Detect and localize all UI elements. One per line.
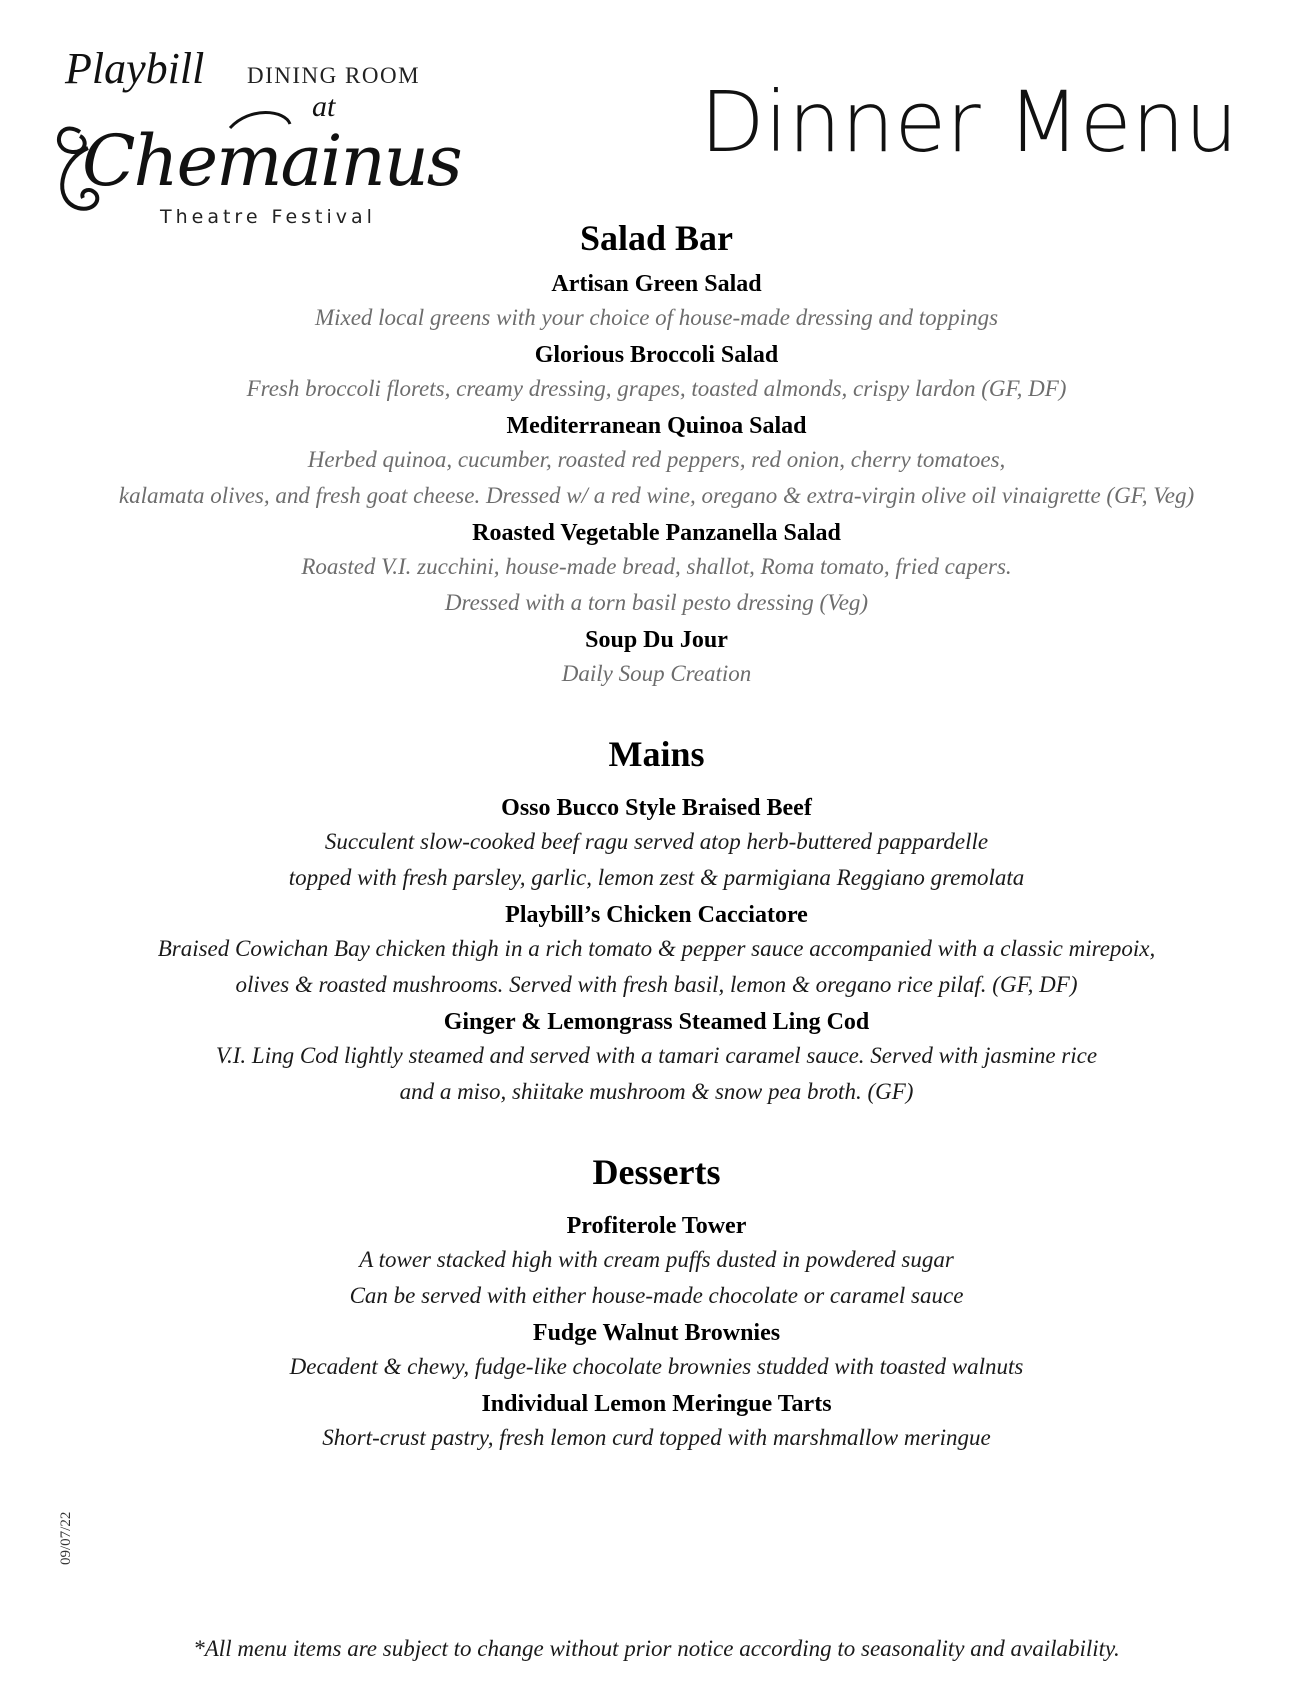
playbill-logo	[50, 40, 470, 230]
item-description: Dressed with a torn basil pesto dressing (Veg)	[444, 590, 869, 615]
item-name: Artisan Green Salad	[551, 271, 762, 297]
logo-theatre-festival: Theatre Festival	[160, 206, 376, 228]
menu-item	[0, 521, 1313, 621]
menu-item	[0, 272, 1313, 336]
item-description: and a miso, shiitake mushroom & snow pea broth. (GF)	[399, 1079, 914, 1104]
item-description: A tower stacked high with cream puffs dusted in powdered sugar	[359, 1247, 954, 1272]
item-name: Mediterranean Quinoa Salad	[506, 413, 807, 439]
flourish-top-left	[59, 128, 85, 152]
footer-disclaimer: *All menu items are subject to change without prior notice according to seasonality and availability.	[193, 1636, 1120, 1661]
section-heading-desserts: Desserts	[592, 1152, 721, 1192]
item-description: Can be served with either house-made chocolate or caramel sauce	[349, 1283, 964, 1308]
item-name: Profiterole Tower	[566, 1213, 747, 1239]
menu-item	[0, 1010, 1313, 1110]
date-code: 09/07/22	[58, 1511, 74, 1565]
item-description: Succulent slow-cooked beef ragu served atop herb-buttered pappardelle	[324, 829, 989, 854]
menu-item	[0, 1392, 1313, 1456]
item-name: Roasted Vegetable Panzanella Salad	[472, 520, 841, 546]
menu-item	[0, 628, 1313, 692]
item-name: Fudge Walnut Brownies	[532, 1320, 781, 1346]
logo-chemainus: Chemainus	[82, 120, 461, 202]
menu-item	[0, 414, 1313, 514]
item-description: Daily Soup Creation	[561, 661, 752, 686]
menu-item	[0, 1214, 1313, 1314]
logo-playbill: Playbill	[65, 44, 205, 93]
menu-content	[0, 220, 1313, 1456]
item-description: topped with fresh parsley, garlic, lemon zest & parmigiana Reggiano gremolata	[288, 865, 1025, 890]
item-name: Soup Du Jour	[585, 627, 728, 653]
logo-dining-room: DINING ROOM	[247, 63, 421, 88]
menu-item	[0, 903, 1313, 1003]
menu-item	[0, 796, 1313, 896]
item-name: Playbill’s Chicken Cacciatore	[505, 902, 808, 928]
item-description: kalamata olives, and fresh goat cheese. Dressed w/ a red wine, oregano & extra-virgin olive oil vinaigrette (GF, Veg)	[118, 483, 1195, 508]
page-title: Dinner Menu	[700, 73, 1239, 171]
item-description: Herbed quinoa, cucumber, roasted red peppers, red onion, cherry tomatoes,	[307, 447, 1006, 472]
item-description: olives & roasted mushrooms. Served with fresh basil, lemon & oregano rice pilaf. (GF, DF)	[235, 972, 1078, 997]
item-description: V.I. Ling Cod lightly steamed and served with a tamari caramel sauce. Served with jasmine rice	[215, 1043, 1098, 1068]
item-name: Osso Bucco Style Braised Beef	[501, 795, 812, 821]
item-name: Ginger & Lemongrass Steamed Ling Cod	[443, 1009, 870, 1035]
item-description: Short-crust pastry, fresh lemon curd topped with marshmallow meringue	[322, 1425, 991, 1450]
item-description: Roasted V.I. zucchini, house-made bread, shallot, Roma tomato, fried capers.	[301, 554, 1012, 579]
logo-at: at	[312, 90, 336, 123]
item-description: Braised Cowichan Bay chicken thigh in a rich tomato & pepper sauce accompanied with a classic mirepoix,	[157, 936, 1156, 961]
section-heading-mains: Mains	[608, 734, 705, 774]
item-name: Glorious Broccoli Salad	[534, 342, 779, 368]
item-description: Fresh broccoli florets, creamy dressing, grapes, toasted almonds, crispy lardon (GF, DF)	[246, 376, 1067, 401]
item-description: Mixed local greens with your choice of house-made dressing and toppings	[314, 305, 999, 330]
menu-item	[0, 1321, 1313, 1385]
item-name: Individual Lemon Meringue Tarts	[481, 1391, 832, 1417]
section-heading-salad-bar: Salad Bar	[579, 218, 734, 258]
item-description: Decadent & chewy, fudge-like chocolate brownies studded with toasted walnuts	[289, 1354, 1024, 1379]
menu-item	[0, 343, 1313, 407]
